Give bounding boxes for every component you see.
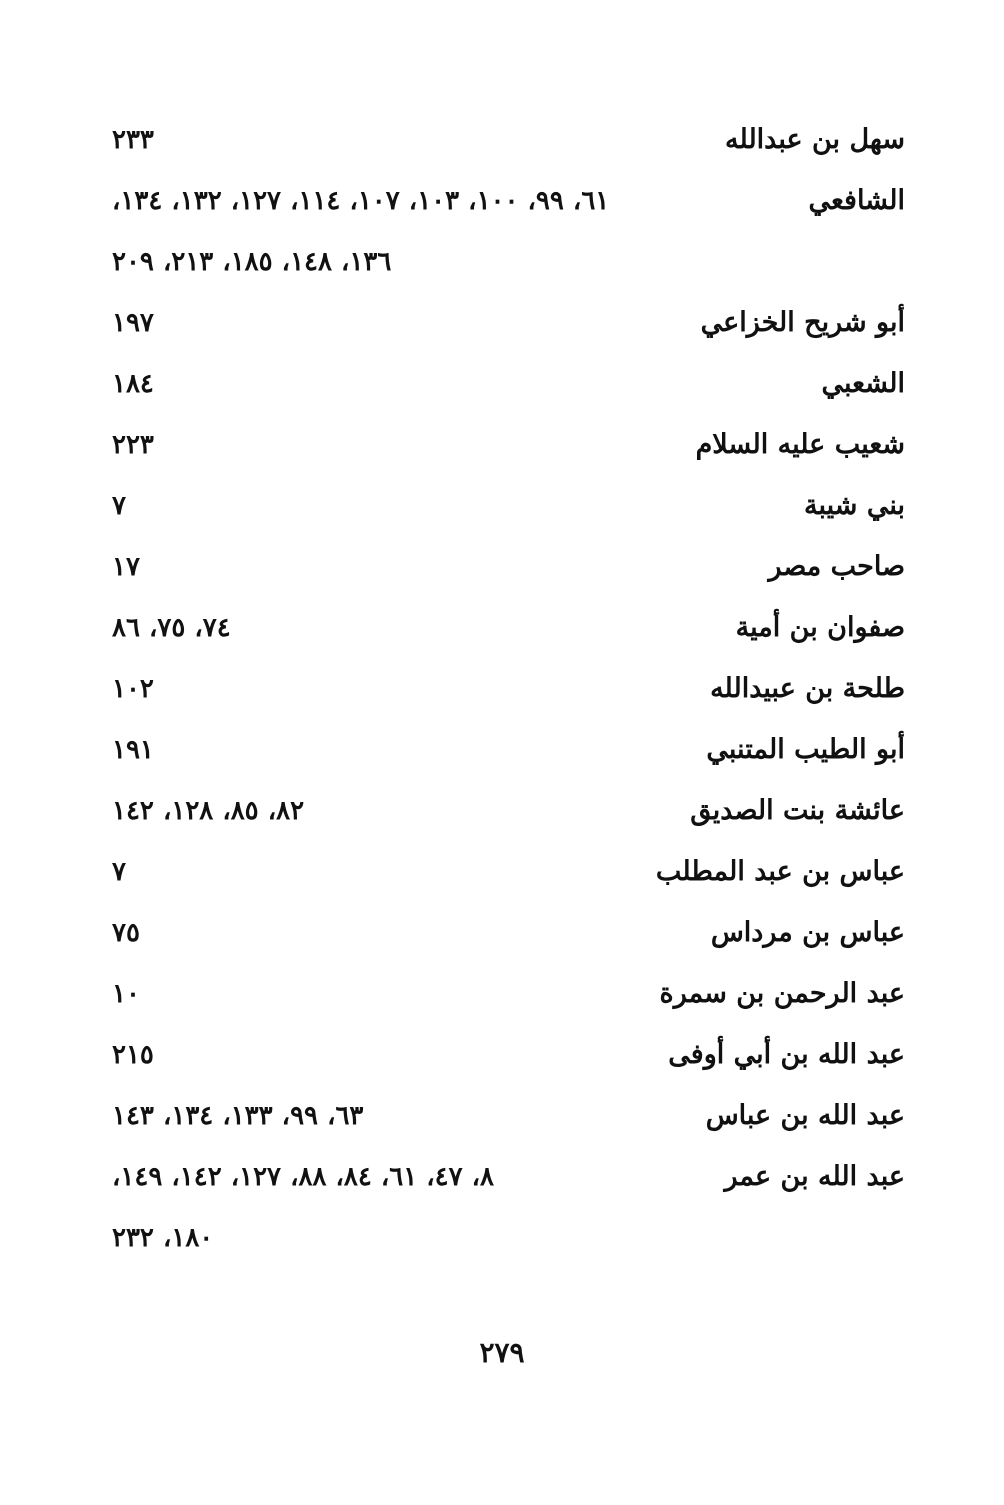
entry-pages: ١٩٧ bbox=[112, 308, 154, 338]
entry-name: صاحب مصر bbox=[768, 551, 905, 582]
entry-name: سهل بن عبدالله bbox=[725, 124, 905, 155]
entry-pages: ٨، ٤٧، ٦١، ٨٤، ٨٨، ١٢٧، ١٤٢، ١٤٩، bbox=[112, 1162, 495, 1192]
entry-pages: ١٨٤ bbox=[112, 369, 154, 399]
entry-pages: ٦١، ٩٩، ١٠٠، ١٠٣، ١٠٧، ١١٤، ١٢٧، ١٣٢، ١٣٤، bbox=[112, 186, 610, 216]
index-entry bbox=[100, 544, 905, 590]
index-entry bbox=[100, 666, 905, 712]
index-entry bbox=[100, 422, 905, 468]
entry-pages: ٢١٥ bbox=[112, 1040, 154, 1070]
page-number: ٢٧٩ bbox=[479, 1336, 525, 1369]
index-entry bbox=[100, 849, 905, 895]
index-entry bbox=[100, 483, 905, 529]
entry-name: عباس بن عبد المطلب bbox=[655, 856, 905, 887]
entry-name: صفوان بن أمية bbox=[735, 612, 905, 643]
entry-pages: ٨٢، ٨٥، ١٢٨، ١٤٢ bbox=[112, 796, 305, 826]
entry-name: أبو شريح الخزاعي bbox=[700, 307, 905, 338]
entry-name: الشافعي bbox=[808, 185, 905, 216]
entry-name: طلحة بن عبيدالله bbox=[710, 673, 905, 704]
index-entry bbox=[100, 910, 905, 956]
entry-name: شعيب عليه السلام bbox=[695, 429, 905, 460]
entry-name: الشعبي bbox=[821, 368, 905, 399]
entry-pages: ٦٣، ٩٩، ١٣٣، ١٣٤، ١٤٣ bbox=[112, 1101, 364, 1131]
index-entry bbox=[100, 178, 905, 224]
entry-name: عبد الله بن عباس bbox=[705, 1100, 905, 1131]
index-entry bbox=[100, 788, 905, 834]
entry-name: عبد الرحمن بن سمرة bbox=[659, 978, 905, 1009]
entry-pages: ٧ bbox=[112, 491, 126, 521]
index-entry bbox=[100, 1154, 905, 1200]
index-entry bbox=[100, 1093, 905, 1139]
entry-pages: ١٠٢ bbox=[112, 674, 154, 704]
entry-name: بني شيبة bbox=[804, 490, 905, 521]
index-entry bbox=[100, 727, 905, 773]
index-entry bbox=[100, 605, 905, 651]
entry-pages: ٧٥ bbox=[112, 918, 140, 948]
entry-pages: ٧ bbox=[112, 857, 126, 887]
entry-pages: ١٩١ bbox=[112, 735, 154, 765]
entry-pages-continued: ١٨٠، ٢٣٢ bbox=[112, 1223, 214, 1253]
entry-name: عبد الله بن أبي أوفى bbox=[668, 1039, 905, 1070]
index-entry bbox=[100, 361, 905, 407]
index-entry bbox=[100, 971, 905, 1017]
entry-name: عبد الله بن عمر bbox=[724, 1161, 905, 1192]
entry-name: عائشة بنت الصديق bbox=[690, 795, 905, 826]
entry-name: أبو الطيب المتنبي bbox=[706, 734, 905, 765]
entry-pages-continued: ١٣٦، ١٤٨، ١٨٥، ٢١٣، ٢٠٩ bbox=[112, 247, 392, 277]
entry-pages: ١٠ bbox=[112, 979, 140, 1009]
index-entry bbox=[100, 117, 905, 163]
entry-pages: ٧٤، ٧٥، ٨٦ bbox=[112, 613, 231, 643]
entry-pages: ٢٣٣ bbox=[112, 125, 154, 155]
index-entry bbox=[100, 300, 905, 346]
entry-pages: ١٧ bbox=[112, 552, 140, 582]
entry-name: عباس بن مرداس bbox=[710, 917, 905, 948]
entry-pages: ٢٢٣ bbox=[112, 430, 154, 460]
index-entry bbox=[100, 1032, 905, 1078]
